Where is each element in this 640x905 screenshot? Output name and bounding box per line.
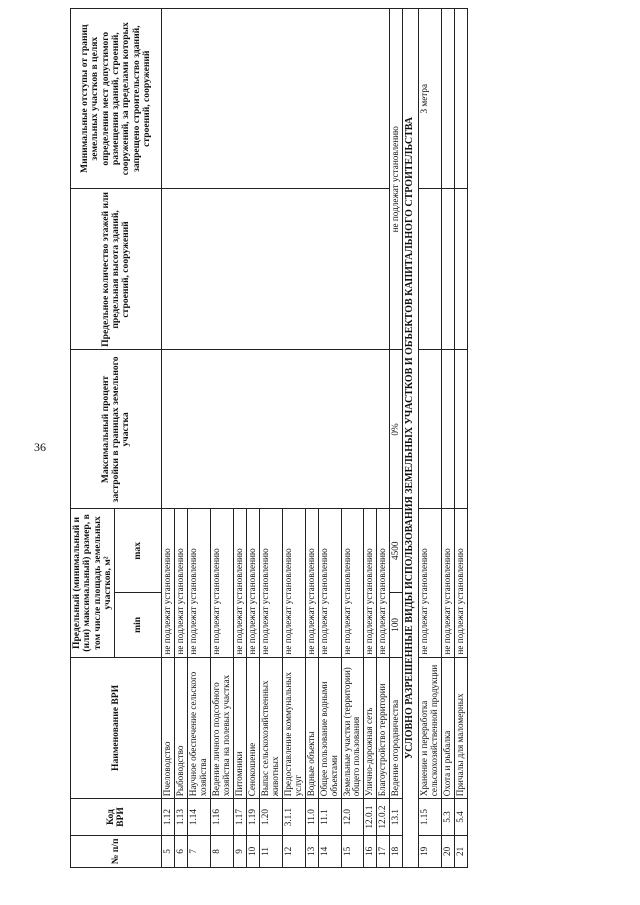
row-code: 5.4 — [454, 799, 467, 836]
row-code: 1.14 — [188, 799, 211, 836]
header-num: № п/п — [71, 835, 162, 867]
row-name: Земельные участки (территории) общего пользования — [341, 657, 364, 799]
row-floors-setbacks: не подлежат установлению — [390, 9, 403, 350]
header-percent: Максимальный процент застройки в границах земельного участка — [71, 350, 162, 509]
row-code: 11.0 — [305, 799, 318, 836]
row-area: не подлежат установлению — [259, 509, 282, 657]
row-name: Водные объекты — [305, 657, 318, 799]
row-setback-empty — [454, 9, 467, 189]
row-num: 13 — [305, 835, 318, 867]
row-code: 1.19 — [247, 799, 260, 836]
row-percent-empty — [162, 350, 390, 509]
row-num: 20 — [441, 835, 454, 867]
row-floors-empty — [418, 189, 441, 350]
row-code: 1.20 — [259, 799, 282, 836]
row-name: Пчеловодство — [162, 657, 175, 799]
header-floors: Предельное количество этажей или предельная высота зданий, строений, сооружений — [71, 189, 162, 350]
row-num: 7 — [188, 835, 211, 867]
row-percent-empty — [441, 350, 454, 509]
row-num: 14 — [318, 835, 341, 867]
row-floors-empty — [162, 189, 390, 350]
row-code: 1.13 — [175, 799, 188, 836]
row-name: Хранение и переработка сельскохозяйственной продукции — [418, 657, 441, 799]
row-area-max: 4500 — [390, 509, 403, 593]
table-row — [418, 9, 441, 868]
row-name: Ведение огородничества — [390, 657, 403, 799]
row-area: не подлежат установлению — [441, 509, 454, 657]
row-area: не подлежат установлению — [234, 509, 247, 657]
row-setback-empty — [441, 9, 454, 189]
row-floors-empty — [454, 189, 467, 350]
header-area: Предельный (минимальный и (или) максимальный) размер, в том числе площадь земельных участков, м² — [71, 509, 115, 657]
section-header-row — [403, 9, 419, 868]
table-row — [441, 9, 454, 868]
row-area: не подлежат установлению — [282, 509, 305, 657]
header-name: Наименование ВРИ — [71, 657, 162, 799]
header-setbacks: Минимальные отступы от границ земельных участков в целях определения мест допустимого размещения зданий, строений, сооружений, за пределами которых запрещено строительство зданий, строений, сооружений — [71, 9, 162, 189]
row-code: 3.1.1 — [282, 799, 305, 836]
row-code: 12.0.2 — [377, 799, 390, 836]
table-row — [390, 9, 403, 868]
row-area: не подлежат установлению — [341, 509, 364, 657]
row-area: не подлежат установлению — [188, 509, 211, 657]
row-num: 15 — [341, 835, 364, 867]
row-area: не подлежат установлению — [418, 509, 441, 657]
row-area: не подлежат установлению — [162, 509, 175, 657]
row-area: не подлежат установлению — [175, 509, 188, 657]
row-code: 1.15 — [418, 799, 441, 836]
row-code: 5.3 — [441, 799, 454, 836]
row-num: 8 — [211, 835, 234, 867]
row-name: Питомники — [234, 657, 247, 799]
header-area-min: min — [115, 593, 162, 657]
row-area: не подлежат установлению — [211, 509, 234, 657]
row-area: не подлежат установлению — [247, 509, 260, 657]
row-code: 13.1 — [390, 799, 403, 836]
row-name: Выпас сельскохозяйственных животных — [259, 657, 282, 799]
row-percent-empty — [418, 350, 441, 509]
page-number: 36 — [34, 440, 46, 454]
row-name: Причалы для маломерных — [454, 657, 467, 799]
row-area: не подлежат установлению — [364, 509, 377, 657]
row-area: не подлежат установлению — [305, 509, 318, 657]
row-num: 16 — [364, 835, 377, 867]
row-num: 11 — [259, 835, 282, 867]
row-area-min: 100 — [390, 593, 403, 657]
rotated-table-wrapper — [70, 8, 570, 868]
row-name: Научное обеспечение сельского хозяйства — [188, 657, 211, 799]
row-name: Рыбоводство — [175, 657, 188, 799]
row-name: Общее пользование водными объектами — [318, 657, 341, 799]
row-area: не подлежат установлению — [318, 509, 341, 657]
row-name: Охота и рыбалка — [441, 657, 454, 799]
row-percent-empty — [454, 350, 467, 509]
header-area-max: max — [115, 509, 162, 593]
regulations-table — [70, 8, 468, 868]
row-area: не подлежат установлению — [377, 509, 390, 657]
row-name: Улично-дорожная сеть — [364, 657, 377, 799]
row-name: Благоустройство территории — [377, 657, 390, 799]
table-header-row — [71, 9, 115, 868]
row-percent: 0% — [390, 350, 403, 509]
row-name: Сенокошение — [247, 657, 260, 799]
row-code: 11.1 — [318, 799, 341, 836]
row-num: 10 — [247, 835, 260, 867]
row-code: 12.0.1 — [364, 799, 377, 836]
row-code: 12.0 — [341, 799, 364, 836]
row-name: Предоставление коммунальных услуг — [282, 657, 305, 799]
row-num: 9 — [234, 835, 247, 867]
row-floors-empty — [441, 189, 454, 350]
row-area: не подлежат установлению — [454, 509, 467, 657]
row-num: 17 — [377, 835, 390, 867]
row-num: 12 — [282, 835, 305, 867]
row-setback-empty — [162, 9, 390, 189]
table-row — [162, 9, 175, 868]
row-num: 18 — [390, 835, 403, 867]
table-body — [162, 9, 467, 868]
row-num: 5 — [162, 835, 175, 867]
row-code: 1.12 — [162, 799, 175, 836]
row-setback: 3 метра — [418, 9, 441, 189]
row-num: 21 — [454, 835, 467, 867]
header-code: Код ВРИ — [71, 799, 162, 836]
row-code: 1.16 — [211, 799, 234, 836]
section-title: УСЛОВНО РАЗРЕШЕННЫЕ ВИДЫ ИСПОЛЬЗОВАНИЯ ЗЕМЕЛЬНЫХ УЧАСТКОВ И ОБЪЕКТОВ КАПИТАЛЬНОГО СТРОИТЕЛЬСТВА — [403, 9, 419, 868]
row-code: 1.17 — [234, 799, 247, 836]
row-num: 6 — [175, 835, 188, 867]
table-row — [454, 9, 467, 868]
row-num: 19 — [418, 835, 441, 867]
table-container — [70, 8, 570, 868]
row-name: Ведение личного подсобного хозяйства на полевых участках — [211, 657, 234, 799]
